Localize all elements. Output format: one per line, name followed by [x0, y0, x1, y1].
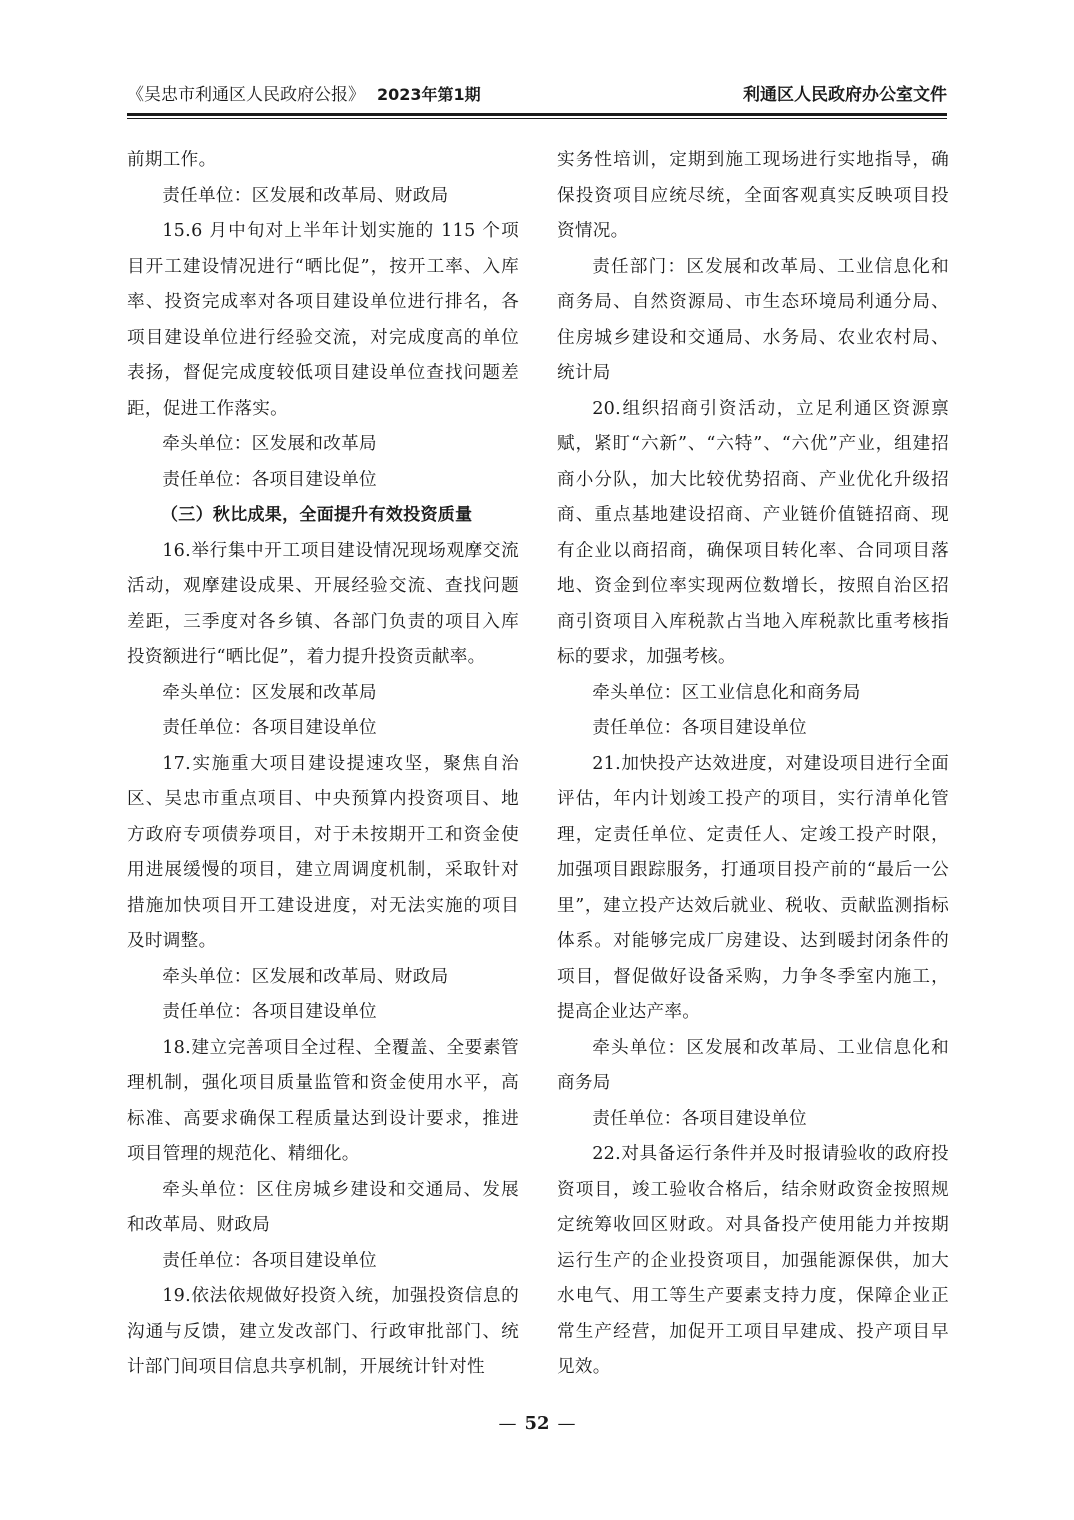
paragraph: 实务性培训，定期到施工现场进行实地指导，确保投资项目应统尽统，全面客观真实反映项目投资情况。: [557, 150, 949, 241]
publication-title: 《吴忠市利通区人民政府公报》: [127, 85, 365, 105]
paragraph: 18.建立完善项目全过程、全覆盖、全要素管理机制，强化项目质量监管和资金使用水平，高标准、高要求确保工程质量达到设计要求，推进项目管理的规范化、精细化。: [127, 1037, 519, 1164]
paragraph: 牵头单位：区工业信息化和商务局: [592, 682, 861, 703]
page-footer: [0, 1413, 1074, 1434]
paragraph: 责任单位：各项目建设单位: [592, 718, 807, 738]
paragraph: 责任单位：各项目建设单位: [162, 1002, 377, 1022]
left-column: [127, 143, 519, 1386]
paragraph: 牵头单位：区住房城乡建设和交通局、发展和改革局、财政局: [127, 1179, 519, 1235]
paragraph: 21.加快投产达效进度，对建设项目进行全面评估，年内计划竣工投产的项目，实行清单化管理，定责任单位、定责任人、定竣工投产时限，加强项目跟踪服务，打通项目投产前的“最后一公里”，建立投产达效后就业、税收、贡献监测指标体系。对能够完成厂房建设、达到暖封闭条件的项目，督促做好设备采购，力争冬季室内施工，提高企业达产率。: [557, 753, 949, 1022]
page-header: [127, 72, 947, 112]
footer-dash-right: —: [557, 1413, 576, 1434]
page-number: 52: [524, 1413, 550, 1434]
paragraph: 17.实施重大项目建设提速攻坚，聚焦自治区、吴忠市重点项目、中央预算内投资项目、地方政府专项债券项目，对于未按期开工和资金使用进展缓慢的项目，建立周调度机制，采取针对措施加快项目开工建设进度，对无法实施的项目及时调整。: [127, 753, 519, 951]
paragraph: 牵头单位：区发展和改革局: [162, 434, 377, 454]
paragraph: 20.组织招商引资活动，立足利通区资源禀赋，紧盯“六新”、“六特”、“六优”产业，组建招商小分队，加大比较优势招商、产业优化升级招商、重点基地建设招商、产业链价值链招商、现有企业以商招商，确保项目转化率、合同项目落地、资金到位率实现两位数增长，按照自治区招商引资项目入库税款占当地入库税款比重考核指标的要求，加强考核。: [557, 398, 949, 667]
paragraph: 前期工作。: [127, 150, 217, 170]
paragraph: 牵头单位：区发展和改革局: [162, 682, 377, 703]
paragraph: 责任单位：区发展和改革局、财政局: [162, 185, 449, 206]
paragraph: 责任单位：各项目建设单位: [162, 718, 377, 738]
header-rule-thin: [127, 118, 947, 119]
paragraph: 责任单位：各项目建设单位: [162, 1250, 377, 1271]
paragraph: 19.依法依规做好投资入统，加强投资信息的沟通与反馈，建立发改部门、行政审批部门、统计部门间项目信息共享机制，开展统计针对性: [127, 1286, 519, 1377]
paragraph: 15.6 月中旬对上半年计划实施的 115 个项目开工建设情况进行“晒比促”，按开工率、入库率、投资完成率对各项目建设单位进行排名，各项目建设单位进行经验交流，对完成度高的单位表扬，督促完成度较低项目建设单位查找问题差距，促进工作落实。: [127, 221, 519, 419]
header-publication-line: [127, 80, 481, 105]
section-heading: （三）秋比成果，全面提升有效投资质量: [161, 505, 473, 525]
section-title: 利通区人民政府办公室文件: [743, 85, 947, 105]
paragraph: 22.对具备运行条件并及时报请验收的政府投资项目，竣工验收合格后，结余财政资金按照规定统筹收回区财政。对具备投产使用能力并按期运行生产的企业投资项目，加强能源保供，加大水电气、用工等生产要素支持力度，保障企业正常生产经营，加促开工项目早建成、投产项目早见效。: [557, 1144, 949, 1377]
issue-label: 2023年第1期: [377, 85, 481, 104]
paragraph: 责任部门：区发展和改革局、工业信息化和商务局、自然资源局、市生态环境局利通分局、住房城乡建设和交通局、水务局、农业农村局、统计局: [557, 256, 949, 383]
right-column: [557, 143, 949, 1386]
header-rule-thick: [127, 113, 947, 116]
paragraph: 牵头单位：区发展和改革局、财政局: [162, 966, 449, 987]
paragraph: 责任单位：各项目建设单位: [162, 469, 377, 490]
paragraph: 责任单位：各项目建设单位: [592, 1108, 807, 1129]
paragraph: 16.举行集中开工项目建设情况现场观摩交流活动，观摩建设成果、开展经验交流、查找问题差距，三季度对各乡镇、各部门负责的项目入库投资额进行“晒比促”，着力提升投资贡献率。: [127, 540, 519, 667]
footer-dash-left: —: [498, 1413, 517, 1434]
paragraph: 牵头单位：区发展和改革局、工业信息化和商务局: [557, 1037, 949, 1093]
